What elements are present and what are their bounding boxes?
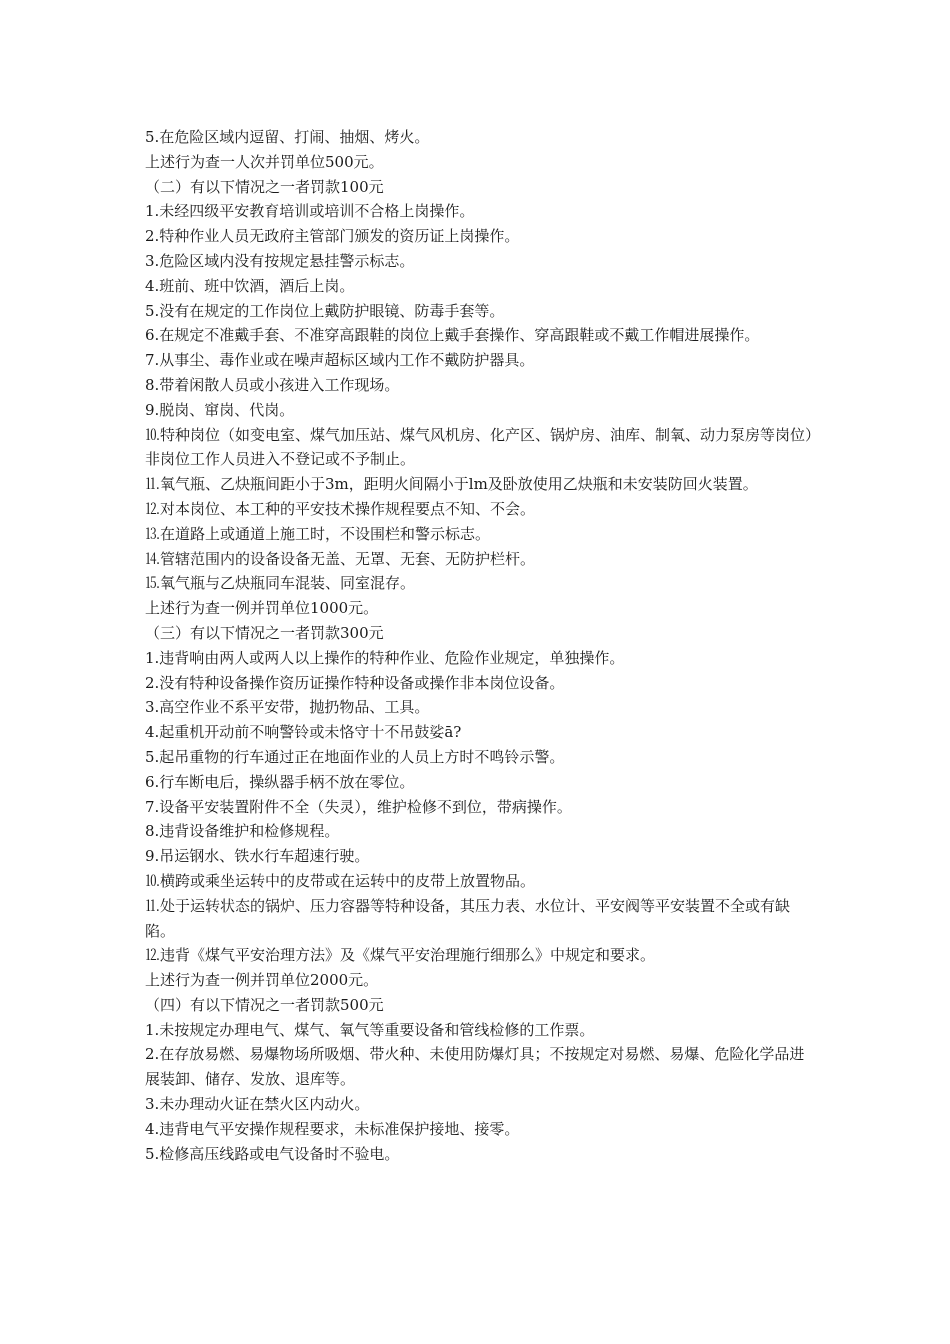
list-item: ⒖氧气瓶与乙炔瓶同车混装、同室混存。	[145, 574, 416, 593]
list-item: 7.设备平安装置附件不全（失灵），维护检修不到位，带病操作。	[145, 797, 572, 816]
list-item: ⒔在道路上或通道上施工时，不设围栏和警示标志。	[145, 524, 491, 543]
list-item: ⒑横跨或乘坐运转中的皮带或在运转中的皮带上放置物品。	[145, 871, 536, 890]
text-line: 5.在危险区域内逗留、打闹、抽烟、烤火。	[145, 128, 430, 146]
list-item: 3.危险区域内没有按规定悬挂警示标志。	[145, 251, 415, 270]
list-item: 1.违背响由两人或两人以上操作的特种作业、危险作业规定，单独操作。	[145, 648, 625, 667]
text-line: 上述行为查一人次并罚单位500元。	[145, 152, 384, 171]
list-item: 6.行车断电后，操纵器手柄不放在零位。	[145, 772, 415, 791]
list-item: 9.吊运钢水、铁水行车超速行驶。	[145, 847, 370, 866]
list-item: 5.没有在规定的工作岗位上戴防护眼镜、防毒手套等。	[145, 301, 505, 320]
list-item: 4.违背电气平安操作规程要求，未标准保护接地、接零。	[145, 1119, 520, 1138]
text-line: 上述行为查一例并罚单位2000元。	[145, 971, 379, 990]
list-item: 2.没有特种设备操作资历证操作特种设备或操作非本岗位设备。	[145, 673, 565, 692]
list-item: 7.从事尘、毒作业或在噪声超标区域内工作不戴防护器具。	[145, 351, 535, 370]
list-item: ⒑特种岗位（如变电室、煤气加压站、煤气风机房、化产区、锅炉房、油库、制氧、动力泵房等岗位）非岗位工作人员进入不登记或不予制止。	[145, 425, 813, 469]
list-item: 5.检修高压线路或电气设备时不验电。	[145, 1144, 400, 1163]
list-item: 6.在规定不准戴手套、不准穿高跟鞋的岗位上戴手套操作、穿高跟鞋或不戴工作帽进展操作。	[145, 326, 760, 345]
list-item: 1.未按规定办理电气、煤气、氧气等重要设备和管线检修的工作票。	[145, 1020, 595, 1039]
section-heading: （三）有以下情况之一者罚款300元	[145, 623, 384, 642]
text-line: 上述行为查一例并罚单位1000元。	[145, 599, 379, 618]
list-item: 2.特种作业人员无政府主管部门颁发的资历证上岗操作。	[145, 227, 520, 246]
document-body	[145, 125, 813, 1166]
list-item: ⒓对本岗位、本工种的平安技术操作规程要点不知、不会。	[145, 499, 536, 518]
list-item: 3.未办理动火证在禁火区内动火。	[145, 1095, 370, 1114]
list-item: 5.起吊重物的行车通过正在地面作业的人员上方时不鸣铃示警。	[145, 747, 565, 766]
list-item: ⒒处于运转状态的锅炉、压力容器等特种设备，其压力表、水位计、平安阀等平安装置不全或有缺陷。	[145, 896, 791, 940]
list-item: 2.在存放易燃、易爆物场所吸烟、带火种、未使用防爆灯具；不按规定对易燃、易爆、危险化学品进展装卸、储存、发放、退库等。	[145, 1045, 805, 1089]
section-heading: （四）有以下情况之一者罚款500元	[145, 995, 384, 1014]
list-item: 4.班前、班中饮酒，酒后上岗。	[145, 276, 355, 295]
list-item: 1.未经四级平安教育培训或培训不合格上岗操作。	[145, 202, 475, 221]
list-item: 8.带着闲散人员或小孩进入工作现场。	[145, 375, 400, 394]
list-item: 3.高空作业不系平安带，抛扔物品、工具。	[145, 698, 430, 717]
list-item: ⒒氧气瓶、乙炔瓶间距小于3m，距明火间隔小于lm及卧放使用乙炔瓶和未安装防回火装置。	[145, 475, 758, 494]
list-item: 4.起重机开动前不响警铃或未恪守十不吊鼓娑ā?	[145, 723, 462, 742]
list-item: ⒓违背《煤气平安治理方法》及《煤气平安治理施行细那么》中规定和要求。	[145, 946, 656, 965]
section-heading: （二）有以下情况之一者罚款100元	[145, 177, 384, 196]
list-item: ⒕管辖范围内的设备设备无盖、无罩、无套、无防护栏杆。	[145, 549, 536, 568]
list-item: 8.违背设备维护和检修规程。	[145, 822, 340, 841]
list-item: 9.脱岗、窜岗、代岗。	[145, 400, 295, 419]
